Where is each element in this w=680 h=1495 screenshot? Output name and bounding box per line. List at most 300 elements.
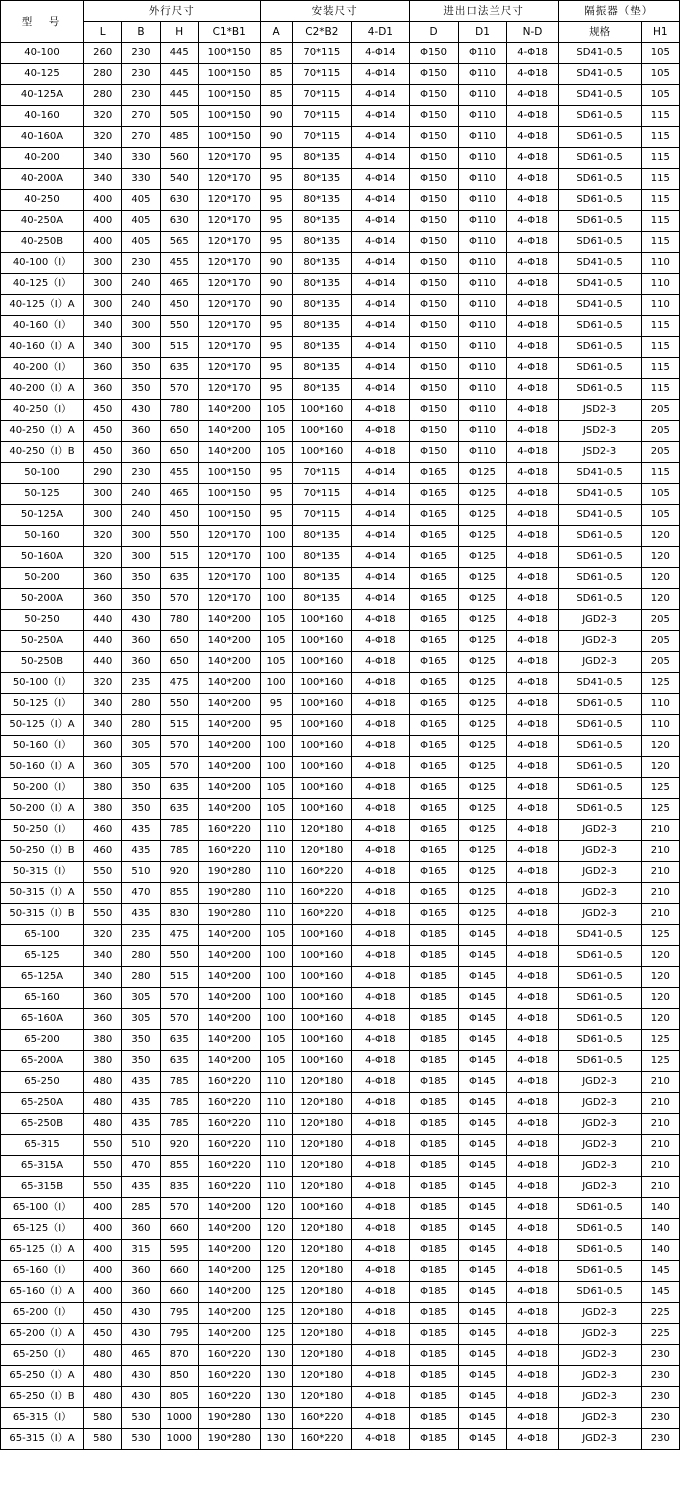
table-cell: 4-Φ18 xyxy=(507,1114,558,1135)
table-cell: SD61-0.5 xyxy=(558,757,641,778)
cell-model: 50-250（I） xyxy=(1,820,84,841)
header-col-d: D xyxy=(409,22,458,43)
table-cell: 100*160 xyxy=(292,925,352,946)
table-cell: 210 xyxy=(641,883,679,904)
table-cell: SD61-0.5 xyxy=(558,169,641,190)
table-cell: 360 xyxy=(84,1009,122,1030)
cell-model: 65-160A xyxy=(1,1009,84,1030)
table-cell: Φ165 xyxy=(409,526,458,547)
table-cell: Φ110 xyxy=(458,379,507,400)
table-cell: SD41-0.5 xyxy=(558,463,641,484)
table-cell: 4-Φ14 xyxy=(352,64,409,85)
table-cell: 4-Φ18 xyxy=(352,1429,409,1450)
table-cell: 4-Φ18 xyxy=(507,337,558,358)
header-col-d1: D1 xyxy=(458,22,507,43)
table-cell: 445 xyxy=(160,64,198,85)
table-cell: Φ145 xyxy=(458,1177,507,1198)
table-cell: 120 xyxy=(260,1219,292,1240)
table-cell: 105 xyxy=(260,421,292,442)
table-cell: 870 xyxy=(160,1345,198,1366)
table-cell: 340 xyxy=(84,967,122,988)
table-cell: 120 xyxy=(641,1009,679,1030)
table-cell: 160*220 xyxy=(292,883,352,904)
table-cell: JGD2-3 xyxy=(558,862,641,883)
table-cell: 240 xyxy=(122,484,160,505)
table-cell: SD41-0.5 xyxy=(558,925,641,946)
table-cell: Φ145 xyxy=(458,967,507,988)
table-cell: 4-Φ18 xyxy=(352,862,409,883)
table-cell: 160*220 xyxy=(198,1093,260,1114)
table-row xyxy=(1,421,680,442)
table-cell: 115 xyxy=(641,379,679,400)
table-cell: 4-Φ14 xyxy=(352,316,409,337)
table-cell: 530 xyxy=(122,1429,160,1450)
cell-model: 50-200A xyxy=(1,589,84,610)
cell-model: 65-160（I） xyxy=(1,1261,84,1282)
table-cell: 110 xyxy=(641,694,679,715)
table-cell: 455 xyxy=(160,253,198,274)
table-cell: Φ125 xyxy=(458,757,507,778)
table-cell: 80*135 xyxy=(292,526,352,547)
table-cell: 4-Φ18 xyxy=(507,736,558,757)
table-cell: 100 xyxy=(260,673,292,694)
cell-model: 50-315（I）A xyxy=(1,883,84,904)
table-cell: Φ145 xyxy=(458,1198,507,1219)
table-row xyxy=(1,547,680,568)
table-cell: 4-Φ18 xyxy=(352,820,409,841)
table-cell: 95 xyxy=(260,148,292,169)
table-cell: Φ150 xyxy=(409,400,458,421)
table-cell: SD61-0.5 xyxy=(558,568,641,589)
table-cell: Φ150 xyxy=(409,106,458,127)
table-cell: SD61-0.5 xyxy=(558,946,641,967)
table-cell: 140*200 xyxy=(198,442,260,463)
table-cell: Φ150 xyxy=(409,64,458,85)
table-cell: 160*220 xyxy=(292,862,352,883)
table-cell: Φ125 xyxy=(458,673,507,694)
table-cell: 570 xyxy=(160,988,198,1009)
table-cell: 4-Φ18 xyxy=(352,778,409,799)
table-cell: 120*170 xyxy=(198,568,260,589)
table-cell: 125 xyxy=(260,1282,292,1303)
table-cell: 570 xyxy=(160,589,198,610)
table-cell: 4-Φ18 xyxy=(507,1219,558,1240)
table-cell: 95 xyxy=(260,211,292,232)
table-cell: 95 xyxy=(260,337,292,358)
cell-model: 50-250B xyxy=(1,652,84,673)
cell-model: 50-100 xyxy=(1,463,84,484)
table-cell: 100*160 xyxy=(292,757,352,778)
table-row xyxy=(1,1324,680,1345)
table-cell: 4-Φ18 xyxy=(507,379,558,400)
table-cell: 360 xyxy=(84,757,122,778)
table-cell: 160*220 xyxy=(198,1114,260,1135)
table-cell: 280 xyxy=(122,694,160,715)
table-cell: 4-Φ18 xyxy=(352,1156,409,1177)
table-cell: Φ150 xyxy=(409,295,458,316)
table-cell: Φ145 xyxy=(458,1240,507,1261)
table-cell: Φ110 xyxy=(458,316,507,337)
table-cell: 530 xyxy=(122,1408,160,1429)
table-cell: 120 xyxy=(641,547,679,568)
table-row xyxy=(1,862,680,883)
table-cell: 260 xyxy=(84,43,122,64)
table-cell: 475 xyxy=(160,673,198,694)
table-cell: 70*115 xyxy=(292,484,352,505)
cell-model: 50-160（I）A xyxy=(1,757,84,778)
table-row xyxy=(1,946,680,967)
table-cell: Φ185 xyxy=(409,1303,458,1324)
table-cell: 360 xyxy=(122,631,160,652)
table-cell: 145 xyxy=(641,1261,679,1282)
table-cell: SD41-0.5 xyxy=(558,673,641,694)
table-cell: SD61-0.5 xyxy=(558,232,641,253)
table-cell: 4-Φ18 xyxy=(507,799,558,820)
table-cell: 450 xyxy=(160,295,198,316)
table-cell: 105 xyxy=(641,85,679,106)
table-cell: 100*150 xyxy=(198,484,260,505)
table-cell: Φ110 xyxy=(458,358,507,379)
table-cell: 240 xyxy=(122,295,160,316)
table-cell: 350 xyxy=(122,1030,160,1051)
table-cell: Φ150 xyxy=(409,274,458,295)
table-cell: Φ165 xyxy=(409,484,458,505)
table-cell: Φ110 xyxy=(458,253,507,274)
table-cell: 4-Φ18 xyxy=(352,736,409,757)
table-row xyxy=(1,1219,680,1240)
table-cell: 4-Φ18 xyxy=(352,1114,409,1135)
table-row xyxy=(1,211,680,232)
table-cell: 120*170 xyxy=(198,253,260,274)
table-row xyxy=(1,232,680,253)
table-cell: 95 xyxy=(260,316,292,337)
table-cell: 225 xyxy=(641,1324,679,1345)
table-cell: Φ125 xyxy=(458,652,507,673)
table-cell: Φ125 xyxy=(458,799,507,820)
cell-model: 50-125 xyxy=(1,484,84,505)
table-cell: 130 xyxy=(260,1366,292,1387)
table-cell: 210 xyxy=(641,1093,679,1114)
header-group-isolator: 隔振器（垫） xyxy=(558,1,679,22)
table-cell: 4-Φ18 xyxy=(352,715,409,736)
table-cell: 515 xyxy=(160,547,198,568)
cell-model: 40-200A xyxy=(1,169,84,190)
table-cell: 480 xyxy=(84,1366,122,1387)
table-cell: 125 xyxy=(641,1051,679,1072)
table-row xyxy=(1,1387,680,1408)
table-cell: SD61-0.5 xyxy=(558,778,641,799)
table-cell: 120 xyxy=(641,736,679,757)
table-cell: 105 xyxy=(260,610,292,631)
table-cell: 320 xyxy=(84,526,122,547)
table-cell: Φ165 xyxy=(409,778,458,799)
table-cell: 100*160 xyxy=(292,715,352,736)
table-cell: 70*115 xyxy=(292,85,352,106)
table-row xyxy=(1,379,680,400)
table-cell: Φ185 xyxy=(409,1240,458,1261)
table-cell: Φ185 xyxy=(409,1429,458,1450)
table-cell: SD61-0.5 xyxy=(558,1030,641,1051)
table-cell: 125 xyxy=(641,799,679,820)
table-cell: 130 xyxy=(260,1387,292,1408)
table-cell: 100*160 xyxy=(292,421,352,442)
table-cell: 550 xyxy=(84,1135,122,1156)
table-cell: 340 xyxy=(84,715,122,736)
table-cell: Φ125 xyxy=(458,820,507,841)
table-cell: 4-Φ18 xyxy=(352,652,409,673)
cell-model: 40-200（I） xyxy=(1,358,84,379)
cell-model: 40-250（I）B xyxy=(1,442,84,463)
cell-model: 40-125（I） xyxy=(1,274,84,295)
table-cell: 235 xyxy=(122,673,160,694)
cell-model: 50-125（I）A xyxy=(1,715,84,736)
table-cell: 430 xyxy=(122,1366,160,1387)
table-cell: Φ110 xyxy=(458,85,507,106)
table-cell: 210 xyxy=(641,1156,679,1177)
table-cell: 300 xyxy=(84,484,122,505)
table-cell: 360 xyxy=(122,442,160,463)
table-cell: 100*160 xyxy=(292,799,352,820)
table-cell: 4-Φ14 xyxy=(352,547,409,568)
table-cell: Φ110 xyxy=(458,190,507,211)
table-cell: 140*200 xyxy=(198,967,260,988)
cell-model: 65-125（I） xyxy=(1,1219,84,1240)
table-cell: 110 xyxy=(260,841,292,862)
table-cell: Φ145 xyxy=(458,1261,507,1282)
table-cell: 120 xyxy=(641,757,679,778)
table-cell: JGD2-3 xyxy=(558,1408,641,1429)
table-cell: 120*170 xyxy=(198,547,260,568)
cell-model: 50-125（I） xyxy=(1,694,84,715)
table-cell: 100 xyxy=(260,757,292,778)
cell-model: 65-100 xyxy=(1,925,84,946)
table-cell: 120 xyxy=(641,589,679,610)
table-cell: 4-Φ18 xyxy=(507,1135,558,1156)
table-cell: 105 xyxy=(641,505,679,526)
table-cell: 80*135 xyxy=(292,190,352,211)
table-cell: 1000 xyxy=(160,1429,198,1450)
table-cell: 90 xyxy=(260,127,292,148)
table-cell: Φ145 xyxy=(458,946,507,967)
table-cell: 290 xyxy=(84,463,122,484)
table-cell: 115 xyxy=(641,169,679,190)
table-cell: SD61-0.5 xyxy=(558,1282,641,1303)
cell-model: 65-200 xyxy=(1,1030,84,1051)
table-cell: Φ185 xyxy=(409,1219,458,1240)
table-cell: Φ150 xyxy=(409,337,458,358)
table-cell: 380 xyxy=(84,778,122,799)
header-col-c1b1: C1*B1 xyxy=(198,22,260,43)
table-cell: 100*160 xyxy=(292,967,352,988)
table-cell: Φ165 xyxy=(409,736,458,757)
table-row xyxy=(1,484,680,505)
table-cell: JGD2-3 xyxy=(558,1303,641,1324)
table-cell: Φ185 xyxy=(409,1408,458,1429)
table-cell: 115 xyxy=(641,316,679,337)
table-cell: 80*135 xyxy=(292,316,352,337)
table-cell: 125 xyxy=(260,1261,292,1282)
table-cell: 4-Φ18 xyxy=(507,526,558,547)
table-cell: 95 xyxy=(260,715,292,736)
cell-model: 65-125 xyxy=(1,946,84,967)
table-cell: 660 xyxy=(160,1261,198,1282)
table-cell: 360 xyxy=(122,1261,160,1282)
table-cell: 4-Φ14 xyxy=(352,295,409,316)
table-cell: 305 xyxy=(122,988,160,1009)
table-cell: 380 xyxy=(84,1030,122,1051)
table-cell: Φ110 xyxy=(458,232,507,253)
table-cell: 515 xyxy=(160,715,198,736)
table-cell: 105 xyxy=(260,400,292,421)
table-cell: 120 xyxy=(641,526,679,547)
table-row xyxy=(1,64,680,85)
table-cell: 340 xyxy=(84,316,122,337)
table-row xyxy=(1,253,680,274)
table-cell: 110 xyxy=(260,862,292,883)
table-cell: 595 xyxy=(160,1240,198,1261)
table-cell: 4-Φ18 xyxy=(507,778,558,799)
table-cell: 360 xyxy=(84,358,122,379)
table-cell: 140*200 xyxy=(198,631,260,652)
table-cell: Φ150 xyxy=(409,421,458,442)
table-cell: 4-Φ18 xyxy=(507,883,558,904)
table-cell: Φ185 xyxy=(409,1072,458,1093)
table-row xyxy=(1,1177,680,1198)
table-cell: 400 xyxy=(84,1219,122,1240)
table-row xyxy=(1,190,680,211)
table-cell: 105 xyxy=(260,799,292,820)
table-cell: 230 xyxy=(122,64,160,85)
table-cell: Φ165 xyxy=(409,589,458,610)
table-cell: 160*220 xyxy=(292,1429,352,1450)
table-cell: 100*160 xyxy=(292,694,352,715)
table-cell: 550 xyxy=(84,862,122,883)
cell-model: 50-200 xyxy=(1,568,84,589)
table-cell: 380 xyxy=(84,1051,122,1072)
table-cell: 630 xyxy=(160,190,198,211)
table-cell: Φ110 xyxy=(458,421,507,442)
table-cell: 300 xyxy=(122,526,160,547)
table-cell: Φ110 xyxy=(458,400,507,421)
table-cell: JGD2-3 xyxy=(558,1114,641,1135)
table-cell: 120*180 xyxy=(292,1114,352,1135)
table-cell: 780 xyxy=(160,400,198,421)
table-cell: 4-Φ18 xyxy=(352,988,409,1009)
table-cell: 4-Φ18 xyxy=(507,925,558,946)
table-cell: 435 xyxy=(122,1177,160,1198)
table-row xyxy=(1,799,680,820)
cell-model: 50-160A xyxy=(1,547,84,568)
table-cell: 120*170 xyxy=(198,358,260,379)
table-cell: Φ110 xyxy=(458,106,507,127)
table-cell: 320 xyxy=(84,127,122,148)
table-cell: 4-Φ18 xyxy=(352,1366,409,1387)
table-cell: 4-Φ18 xyxy=(352,757,409,778)
table-cell: 115 xyxy=(641,358,679,379)
group-header-row xyxy=(1,1,680,22)
table-row xyxy=(1,106,680,127)
table-cell: Φ145 xyxy=(458,1324,507,1345)
table-cell: 280 xyxy=(122,967,160,988)
table-cell: 350 xyxy=(122,358,160,379)
table-cell: Φ145 xyxy=(458,1051,507,1072)
table-cell: Φ150 xyxy=(409,253,458,274)
table-cell: 140*200 xyxy=(198,1261,260,1282)
table-row xyxy=(1,442,680,463)
table-cell: SD61-0.5 xyxy=(558,148,641,169)
table-cell: 120*180 xyxy=(292,1324,352,1345)
table-cell: Φ185 xyxy=(409,1114,458,1135)
table-cell: 4-Φ14 xyxy=(352,106,409,127)
table-cell: 855 xyxy=(160,883,198,904)
table-cell: 70*115 xyxy=(292,64,352,85)
cell-model: 40-250 xyxy=(1,190,84,211)
table-cell: JGD2-3 xyxy=(558,1156,641,1177)
table-cell: 120 xyxy=(641,988,679,1009)
table-cell: 100*160 xyxy=(292,1051,352,1072)
table-cell: 300 xyxy=(84,253,122,274)
header-col-l: L xyxy=(84,22,122,43)
table-cell: 400 xyxy=(84,211,122,232)
table-cell: 100 xyxy=(260,568,292,589)
table-cell: Φ165 xyxy=(409,820,458,841)
cell-model: 50-315（I） xyxy=(1,862,84,883)
table-cell: 105 xyxy=(641,484,679,505)
table-cell: 660 xyxy=(160,1282,198,1303)
table-cell: SD61-0.5 xyxy=(558,1051,641,1072)
table-cell: 4-Φ18 xyxy=(507,85,558,106)
table-cell: 360 xyxy=(84,988,122,1009)
table-cell: 120*180 xyxy=(292,1345,352,1366)
table-cell: 855 xyxy=(160,1156,198,1177)
table-cell: 4-Φ18 xyxy=(507,862,558,883)
table-cell: 4-Φ18 xyxy=(507,463,558,484)
table-cell: 80*135 xyxy=(292,169,352,190)
table-cell: 300 xyxy=(84,505,122,526)
table-cell: 110 xyxy=(260,1114,292,1135)
table-row xyxy=(1,1429,680,1450)
table-cell: 120*180 xyxy=(292,1219,352,1240)
table-cell: Φ165 xyxy=(409,610,458,631)
table-cell: 105 xyxy=(260,778,292,799)
table-cell: JGD2-3 xyxy=(558,610,641,631)
table-cell: 4-Φ18 xyxy=(352,673,409,694)
table-row xyxy=(1,715,680,736)
table-cell: 400 xyxy=(84,1261,122,1282)
table-cell: JSD2-3 xyxy=(558,400,641,421)
table-cell: 785 xyxy=(160,1114,198,1135)
table-cell: Φ165 xyxy=(409,883,458,904)
table-cell: Φ125 xyxy=(458,505,507,526)
table-cell: SD61-0.5 xyxy=(558,736,641,757)
table-cell: 4-Φ14 xyxy=(352,526,409,547)
table-cell: 570 xyxy=(160,1009,198,1030)
table-cell: 4-Φ18 xyxy=(507,190,558,211)
table-cell: 650 xyxy=(160,631,198,652)
table-cell: Φ145 xyxy=(458,1282,507,1303)
table-cell: 435 xyxy=(122,841,160,862)
table-cell: 4-Φ18 xyxy=(352,1051,409,1072)
table-cell: Φ110 xyxy=(458,442,507,463)
table-row xyxy=(1,967,680,988)
cell-model: 40-160（I）A xyxy=(1,337,84,358)
table-cell: Φ185 xyxy=(409,988,458,1009)
table-cell: 4-Φ18 xyxy=(352,1198,409,1219)
table-cell: 465 xyxy=(160,274,198,295)
table-cell: 190*280 xyxy=(198,862,260,883)
table-row xyxy=(1,1093,680,1114)
table-cell: 160*220 xyxy=(292,1408,352,1429)
